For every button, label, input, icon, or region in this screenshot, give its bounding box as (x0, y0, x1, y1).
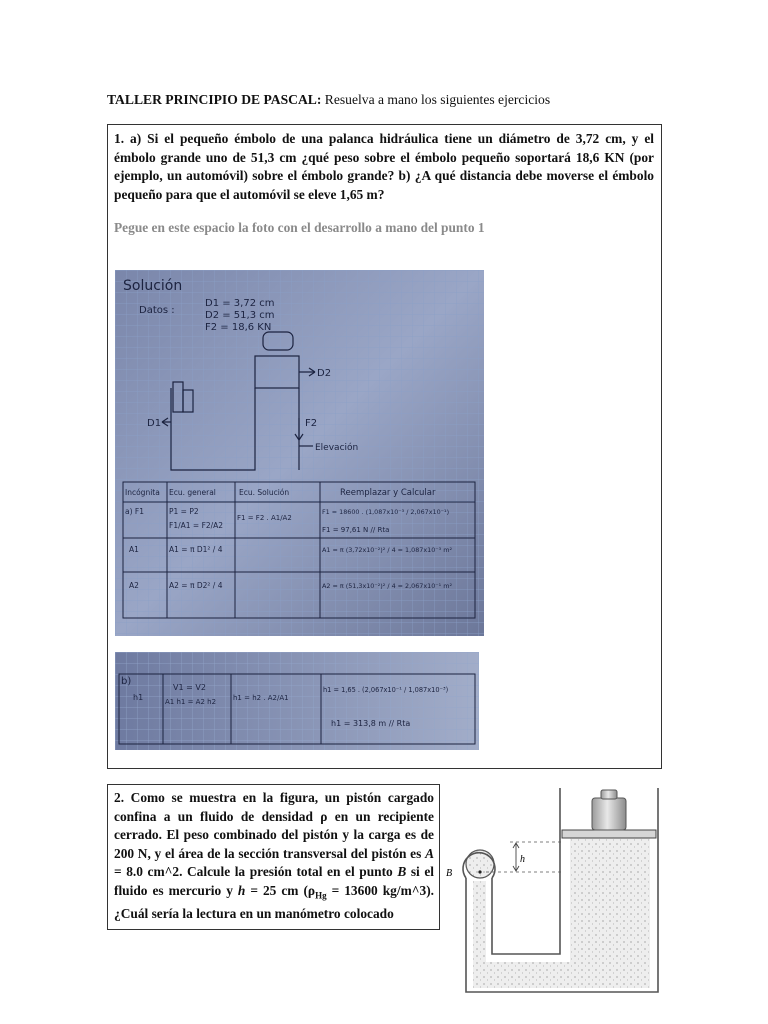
hw2-label: b) (121, 676, 132, 687)
hw-td-r1c2: P1 = P2 (169, 507, 199, 516)
hw-td-r3c1: A1 (129, 545, 139, 554)
q2-part-3: si el fluido es mercurio y (114, 864, 434, 898)
handwritten-photo-2 (115, 652, 479, 750)
handwritten-sheet-2 (115, 652, 479, 750)
hw-td-r4c1: A2 (129, 581, 139, 590)
hw-label-f2: F2 (305, 418, 318, 429)
hw-td-r1c1: a) F1 (125, 507, 144, 516)
hw2-calc1: h1 = 1,65 . (2,067x10⁻¹ / 1,087x10⁻³) (323, 686, 449, 694)
hw-title: Solución (123, 278, 183, 294)
hw-td-r3c2: A1 = π D1² / 4 (169, 545, 223, 554)
hw-d1: D1 = 3,72 cm (205, 298, 275, 309)
q2-part-1: 2. Como se muestra en la figura, un pistón cargado confina a un fluido de densidad ρ en un recipiente cerrado. El peso combinado del pistón y la carga es de 200 N, y el área de la sección transversal del pistón es (114, 790, 434, 861)
hw2-col2b: A1 h1 = A2 h2 (165, 698, 217, 706)
hw2-col1: h1 (133, 693, 144, 702)
exercise-2-box (107, 784, 440, 930)
hw-label-d1: D1 (147, 418, 162, 429)
heading-rest: Resuelva a mano los siguientes ejercicios (321, 92, 551, 107)
q2-part-5: = 13600 kg/m^3). ¿Cuál sería la lectura en un manómetro colocado (114, 882, 435, 922)
hw-datos: Datos : (139, 305, 175, 316)
q2-sub-hg: Hg (315, 890, 327, 901)
hw-label-d2: D2 (317, 368, 332, 379)
hw-th-2: Ecu. general (169, 488, 216, 497)
hw2-calc2: h1 = 313,8 m // Rta (331, 719, 411, 728)
hw-d2: D2 = 51,3 cm (205, 310, 275, 321)
exercise-1-text: 1. a) Si el pequeño émbolo de una palanca hidráulica tiene un diámetro de 3,72 cm, y el émbolo grande uno de 51,3 cm ¿qué peso sobre el émbolo pequeño soportará 18,6 KN (por ejemplo, un automóvil) sobre el émbolo grande? b) ¿A qué distancia debe moverse el émbolo pequeño para que el automóvil se eleve 1,65 m? (114, 131, 654, 202)
hw-td-r3c4: A1 = π (3,72x10⁻²)² / 4 = 1,087x10⁻³ m² (322, 546, 453, 554)
q2-part-4: = 25 cm (ρ (245, 882, 316, 898)
piston-diagram (440, 786, 668, 994)
piston-figure (440, 786, 668, 994)
exercise-1-box (107, 124, 662, 769)
handwritten-photo-1 (115, 270, 484, 636)
hw-th-4: Reemplazar y Calcular (340, 488, 436, 498)
paste-note: Pegue en este espacio la foto con el desarrollo a mano del punto 1 (114, 220, 485, 235)
hw-td-r1c4: F1 = 18600 . (1,087x10⁻³ / 2,067x10⁻¹) (322, 508, 450, 516)
hw2-col2a: V1 = V2 (173, 683, 206, 692)
hw-td-r4c2: A2 = π D2² / 4 (169, 581, 223, 590)
hw-th-3: Ecu. Solución (239, 488, 290, 497)
figure-label-h: h (520, 854, 525, 865)
q2-var-h: h (237, 882, 246, 898)
heading-bold: TALLER PRINCIPIO DE PASCAL: (107, 92, 322, 107)
q2-var-a: A (425, 845, 434, 861)
handwritten-sheet (115, 270, 484, 636)
hw-td-r2c4: F1 = 97,61 N // Rta (322, 526, 390, 534)
h-dimension-arrow (513, 843, 519, 871)
exercise-2-text (114, 789, 434, 924)
hw-th-1: Incógnita (125, 488, 160, 497)
hw-td-r1c3: F1 = F2 . A1/A2 (237, 514, 292, 522)
hw2-col3: h1 = h2 . A2/A1 (233, 694, 289, 702)
q2-part-2: = 8.0 cm^2. Calcule la presión total en el punto (114, 864, 398, 880)
q2-var-b: B (397, 864, 407, 880)
figure-label-b: B (446, 868, 453, 879)
hw-td-r2c2: F1/A1 = F2/A2 (169, 521, 224, 530)
hw-td-r4c4: A2 = π (51,3x10⁻²)² / 4 = 2,067x10⁻¹ m² (322, 582, 453, 590)
hw-f2: F2 = 18,6 KN (205, 322, 272, 333)
hw-label-elevacion: Elevación (315, 443, 359, 453)
page-heading (107, 92, 667, 108)
